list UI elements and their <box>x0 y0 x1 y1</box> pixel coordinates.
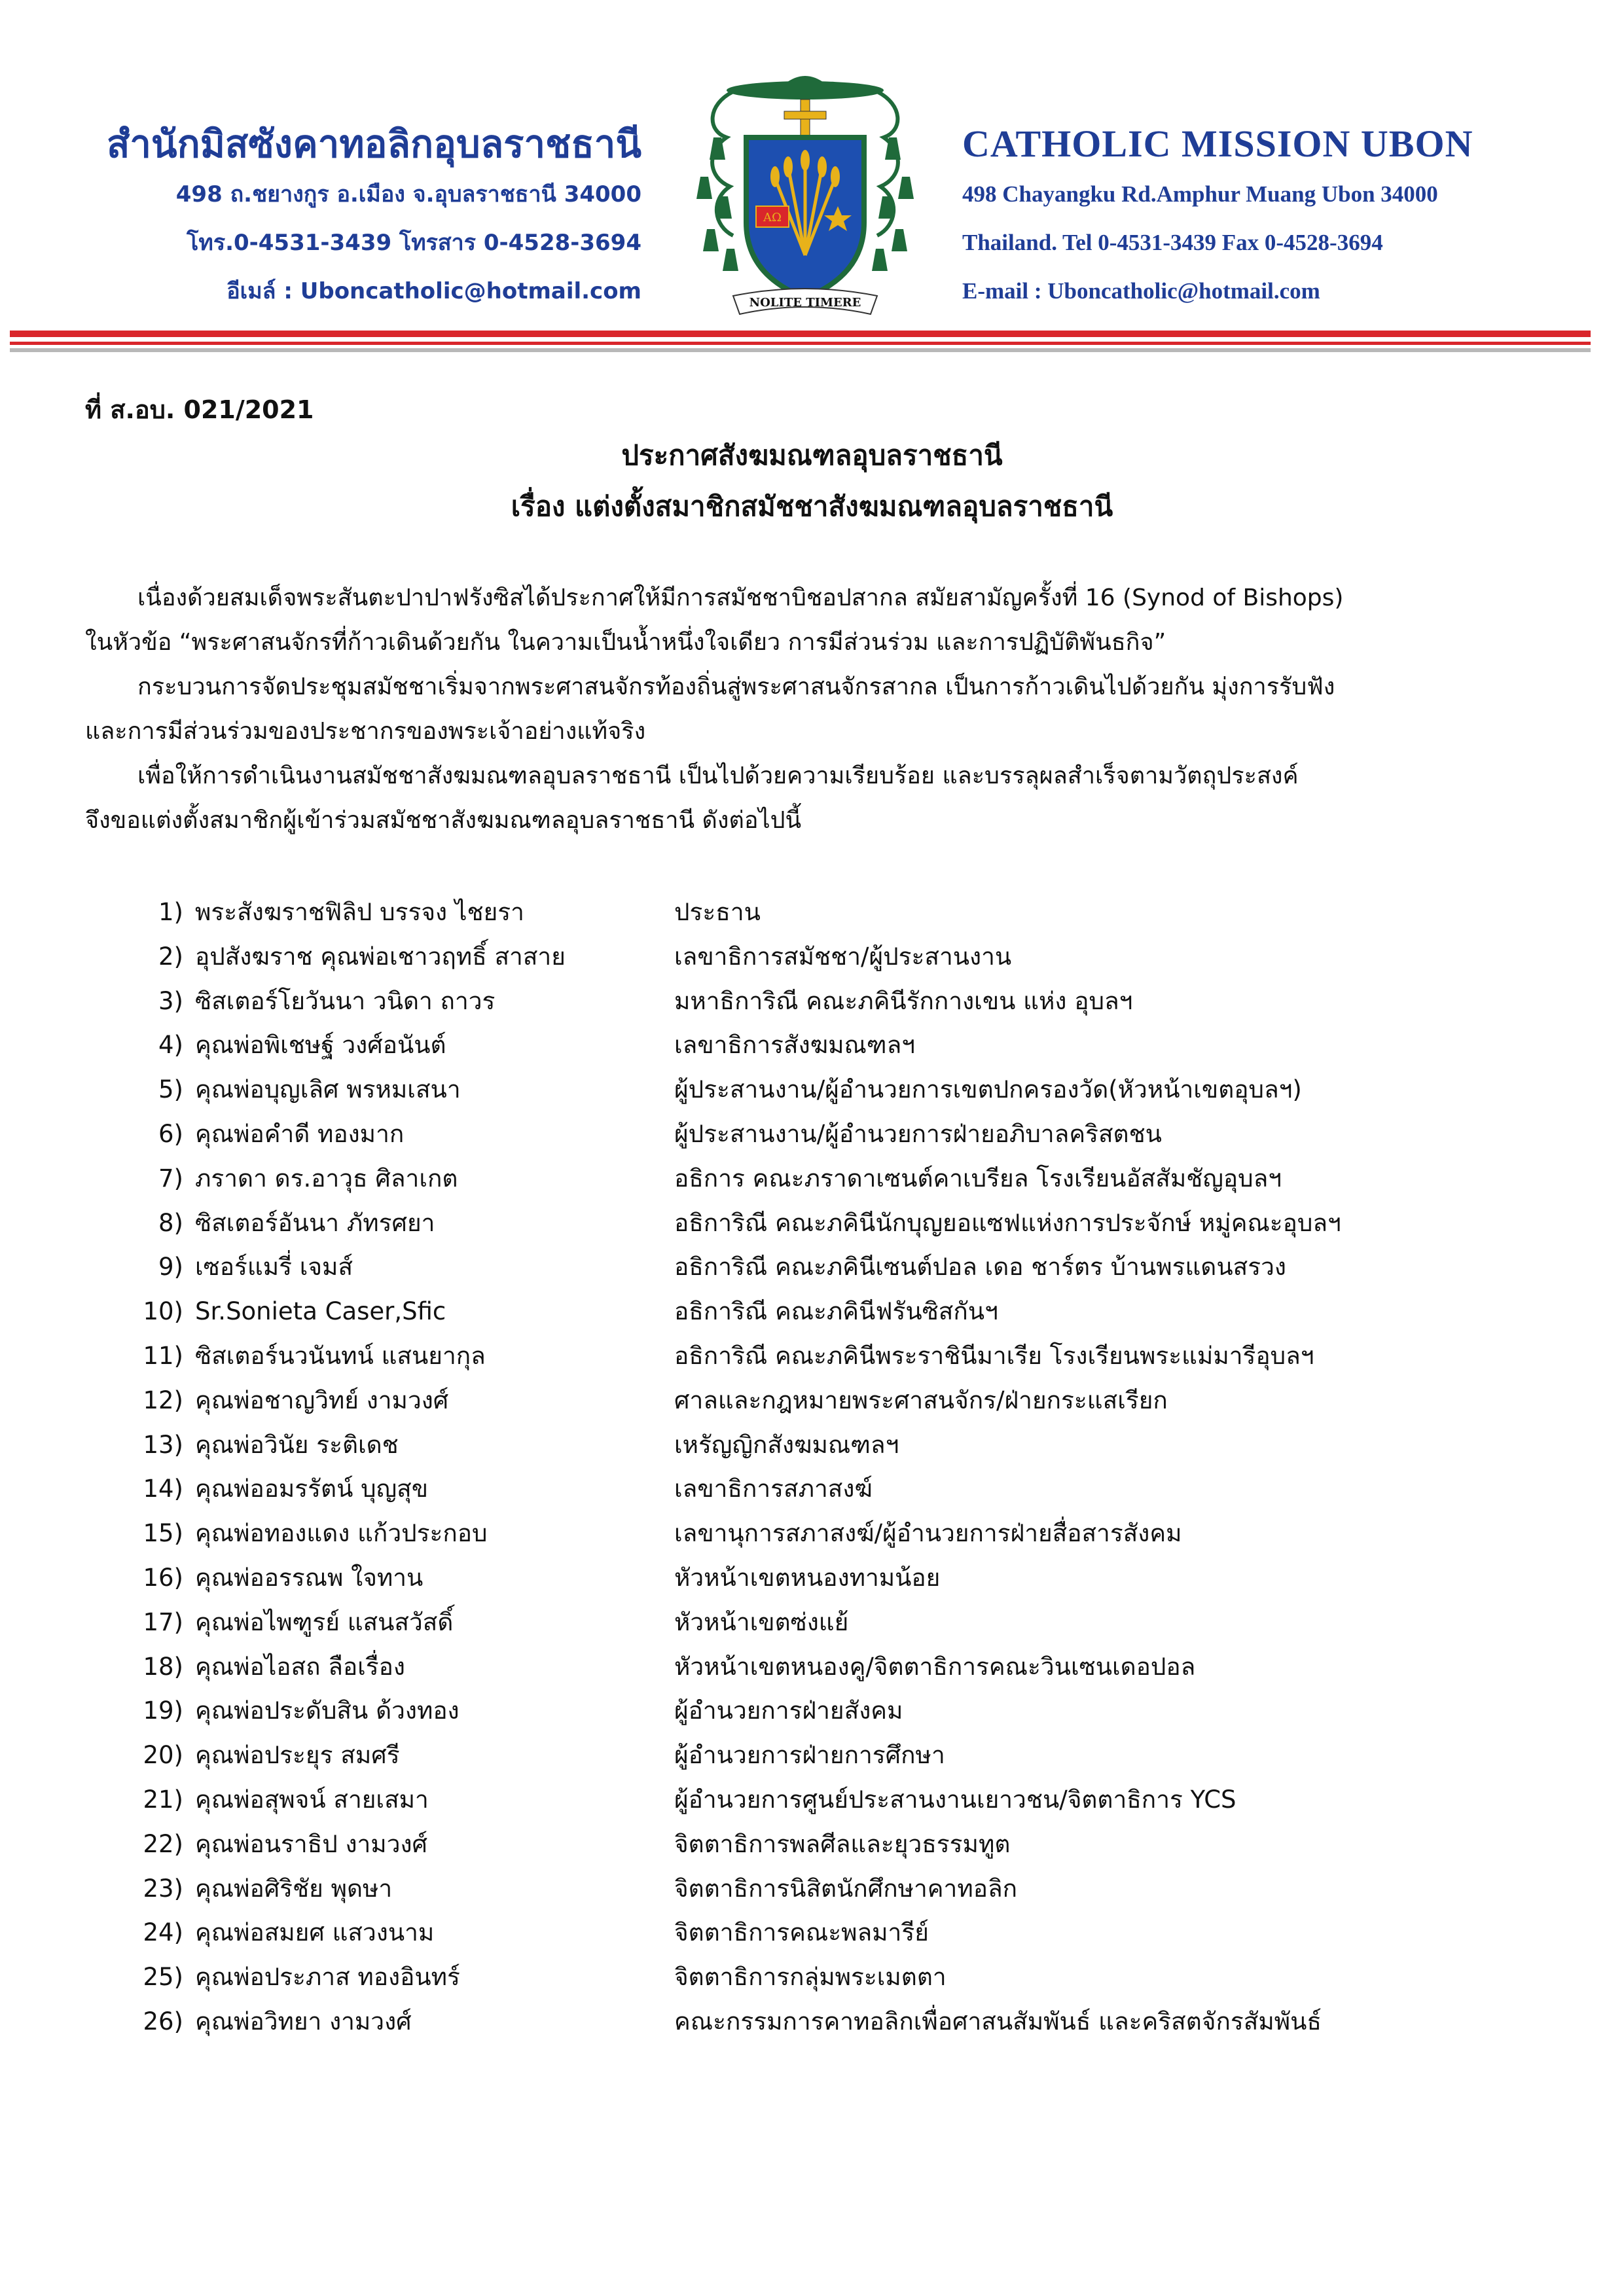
coat-of-arms-crest <box>681 65 929 327</box>
member-number: 12) <box>143 1386 183 1414</box>
list-item <box>131 1822 1558 1867</box>
paragraph-3-line-1: เพื่อให้การดำเนินงานสมัชชาสังฆมณฑลอุบลราชธานี เป็นไปด้วยความเรียบร้อย และบรรลุผลสำเร็จตามวัตถุประสงค์ <box>137 762 1299 789</box>
member-number: 14) <box>143 1475 183 1503</box>
list-item <box>131 1511 1558 1556</box>
paragraph-2-line-2: และการมีส่วนร่วมของประชากรของพระเจ้าอย่างแท้จริง <box>85 718 646 745</box>
list-item <box>131 1733 1558 1778</box>
header-rule-red-thick <box>10 331 1591 337</box>
member-position: ผู้ประสานงาน/ผู้อำนวยการฝ่ายอภิบาลคริสตชน <box>674 1119 1162 1148</box>
list-item <box>131 1600 1558 1645</box>
paragraph-2-line-1: กระบวนการจัดประชุมสมัชชาเริ่มจากพระศาสนจักรท้องถิ่นสู่พระศาสนจักรสากล เป็นการก้าวเดินไปด้วยกัน มุ่งการรับฟัง <box>137 673 1335 700</box>
list-item <box>131 1467 1558 1511</box>
list-item <box>131 1645 1558 1689</box>
member-name: คุณพ่อวินัย ระติเดช <box>195 1430 399 1459</box>
list-item <box>131 1023 1558 1067</box>
member-name: คุณพ่อวิทยา งามวงศ์ <box>195 2007 412 2036</box>
member-name: ซิสเตอร์โยวันนา วนิดา ถาวร <box>195 986 496 1015</box>
list-item <box>131 1423 1558 1467</box>
member-number: 22) <box>143 1829 183 1858</box>
member-position: เหรัญญิกสังฆมณฑลฯ <box>674 1430 899 1459</box>
list-item <box>131 1334 1558 1378</box>
list-item <box>131 1778 1558 1822</box>
member-position: อธิการิณี คณะภคินีพระราชินีมาเรีย โรงเรียนพระแม่มารีอุบลฯ <box>674 1341 1314 1370</box>
member-name: ภราดา ดร.อาวุธ ศิลาเกต <box>195 1164 458 1193</box>
list-item <box>131 1067 1558 1112</box>
header-rule-grey <box>10 348 1591 352</box>
member-position: หัวหน้าเขตหนองทามน้อย <box>674 1563 941 1592</box>
member-position: ผู้อำนวยการฝ่ายสังคม <box>674 1696 903 1725</box>
member-name: คุณพ่อประภาส ทองอินทร์ <box>195 1963 460 1992</box>
member-number: 21) <box>143 1785 183 1814</box>
phone-thai: โทร.0-4531-3439 โทรสาร 0-4528-3694 <box>187 230 641 256</box>
member-name: คุณพ่อสมยศ แสวงนาม <box>195 1918 435 1947</box>
member-number: 16) <box>143 1563 183 1592</box>
list-item <box>131 1689 1558 1733</box>
member-name: อุปสังฆราช คุณพ่อเชาวฤทธิ์ สาสาย <box>195 942 566 971</box>
member-number: 6) <box>158 1119 183 1148</box>
org-name-english: CATHOLIC MISSION UBON <box>962 122 1473 165</box>
member-position: ประธาน <box>674 898 761 926</box>
member-name: เซอร์แมรี่ เจมส์ <box>195 1253 353 1282</box>
member-position: อธิการ คณะภราดาเซนต์คาเบรียล โรงเรียนอัสสัมชัญอุบลฯ <box>674 1164 1282 1193</box>
list-item <box>131 1112 1558 1157</box>
member-number: 5) <box>158 1075 183 1104</box>
list-item <box>131 890 1558 935</box>
list-item <box>131 1955 1558 2000</box>
list-item <box>131 1378 1558 1423</box>
member-position: จิตตาธิการนิสิตนักศึกษาคาทอลิก <box>674 1874 1018 1903</box>
member-position: มหาธิการิณี คณะภคินีรักกางเขน แห่ง อุบลฯ <box>674 986 1133 1015</box>
member-name: ซิสเตอร์อันนา ภัทรศยา <box>195 1208 435 1237</box>
member-number: 9) <box>158 1253 183 1282</box>
member-name: คุณพ่อไพฑูรย์ แสนสวัสดิ์ <box>195 1607 454 1636</box>
list-item <box>131 1245 1558 1289</box>
member-position: จิตตาธิการพลศีลและยุวธรรมทูต <box>674 1829 1011 1858</box>
member-position: หัวหน้าเขตซ่งแย้ <box>674 1607 849 1636</box>
member-number: 2) <box>158 942 183 971</box>
list-item <box>131 2000 1558 2044</box>
letterhead-english <box>962 118 1551 315</box>
list-item <box>131 1289 1558 1334</box>
paragraph-3-line-2: จึงขอแต่งตั้งสมาชิกผู้เข้าร่วมสมัชชาสังฆมณฑลอุบลราชธานี ดังต่อไปนี้ <box>85 807 802 834</box>
member-name: คุณพ่อประดับสิน ด้วงทอง <box>195 1696 460 1725</box>
member-number: 15) <box>143 1519 183 1548</box>
list-item <box>131 1867 1558 1911</box>
member-position: เลขาธิการสภาสงฆ์ <box>674 1475 873 1503</box>
member-list <box>131 890 1558 2044</box>
member-name: คุณพ่ออมรรัตน์ บุญสุข <box>195 1475 429 1503</box>
member-position: อธิการิณี คณะภคินีนักบุญยอแซฟแห่งการประจักษ์ หมู่คณะอุบลฯ <box>674 1208 1341 1237</box>
member-number: 25) <box>143 1963 183 1992</box>
list-item <box>131 935 1558 979</box>
member-number: 11) <box>143 1341 183 1370</box>
list-item <box>131 1910 1558 1955</box>
member-number: 13) <box>143 1430 183 1459</box>
galero-hat-crown <box>779 76 831 89</box>
phone-english: Thailand. Tel 0-4531-3439 Fax 0-4528-3694 <box>962 230 1383 255</box>
member-position: ผู้อำนวยการฝ่ายการศึกษา <box>674 1741 945 1770</box>
email-english: E-mail : Uboncatholic@hotmail.com <box>962 278 1320 304</box>
member-number: 3) <box>158 986 183 1015</box>
member-number: 1) <box>158 898 183 926</box>
member-position: จิตตาธิการกลุ่มพระเมตตา <box>674 1963 947 1992</box>
member-number: 20) <box>143 1741 183 1770</box>
member-name: คุณพ่อประยุร สมศรี <box>195 1741 400 1770</box>
member-position: อธิการิณี คณะภคินีเซนต์ปอล เดอ ชาร์ตร บ้านพรแดนสรวง <box>674 1253 1286 1282</box>
list-item <box>131 1201 1558 1246</box>
motto-text: NOLITE TIMERE <box>749 296 861 310</box>
paragraph-1-line-1: เนื่องด้วยสมเด็จพระสันตะปาปาฟรังซิสได้ประกาศให้มีการสมัชชาบิชอปสากล สมัยสามัญครั้งที่ 16 (Synod of Bishops) <box>137 584 1344 611</box>
member-name: คุณพ่อคำดี ทองมาก <box>195 1119 405 1148</box>
member-position: เลขาธิการสังฆมณฑลฯ <box>674 1031 916 1060</box>
member-name: คุณพ่อศิริชัย พุดษา <box>195 1874 393 1903</box>
member-position: จิตตาธิการคณะพลมารีย์ <box>674 1918 929 1947</box>
list-item <box>131 1157 1558 1201</box>
member-name: คุณพ่อนราธิป งามวงศ์ <box>195 1829 428 1858</box>
member-name: คุณพ่อพิเชษฐ์ วงศ์อนันต์ <box>195 1031 446 1060</box>
address-english: 498 Chayangku Rd.Amphur Muang Ubon 34000 <box>962 181 1438 207</box>
member-position: หัวหน้าเขตหนองคู/จิตตาธิการคณะวินเซนเดอปอล <box>674 1652 1196 1681</box>
document-reference: ที่ ส.อบ. 021/2021 <box>85 395 314 424</box>
member-position: เลขานุการสภาสงฆ์/ผู้อำนวยการฝ่ายสื่อสารสังคม <box>674 1519 1182 1548</box>
document-subject: เรื่อง แต่งตั้งสมาชิกสมัชชาสังฆมณฑลอุบลราชธานี <box>511 490 1113 522</box>
member-name: คุณพ่อสุพจน์ สายเสมา <box>195 1785 429 1814</box>
member-number: 7) <box>158 1164 183 1193</box>
member-position: ผู้อำนวยการศูนย์ประสานงานเยาวชน/จิตตาธิการ YCS <box>674 1785 1236 1814</box>
member-position: ศาลและกฎหมายพระศาสนจักร/ฝ่ายกระแสเรียก <box>674 1386 1168 1414</box>
member-position: ผู้ประสานงาน/ผู้อำนวยการเขตปกครองวัด(หัวหน้าเขตอุบลฯ) <box>674 1075 1302 1104</box>
member-name: Sr.Sonieta Caser,Sfic <box>195 1297 446 1326</box>
member-name: คุณพ่อทองแดง แก้วประกอบ <box>195 1519 488 1548</box>
member-number: 26) <box>143 2007 183 2036</box>
member-position: อธิการิณี คณะภคินีฟรันซิสกันฯ <box>674 1297 998 1326</box>
document-body <box>85 576 1558 843</box>
shield-letters: AΩ <box>763 211 782 224</box>
header-rule-red-thin <box>10 342 1591 345</box>
member-number: 24) <box>143 1918 183 1947</box>
member-number: 4) <box>158 1031 183 1060</box>
member-number: 19) <box>143 1696 183 1725</box>
member-name: คุณพ่อชาญวิทย์ งามวงศ์ <box>195 1386 449 1414</box>
member-name: พระสังฆราชฟิลิป บรรจง ไชยรา <box>195 898 524 926</box>
member-number: 23) <box>143 1874 183 1903</box>
member-number: 17) <box>143 1607 183 1636</box>
member-number: 10) <box>143 1297 183 1326</box>
member-name: ซิสเตอร์นวนันทน์ แสนยากุล <box>195 1341 486 1370</box>
member-position: เลขาธิการสมัชชา/ผู้ประสานงาน <box>674 942 1012 971</box>
member-name: คุณพ่อบุญเลิศ พรหมเสนา <box>195 1075 461 1104</box>
member-number: 18) <box>143 1652 183 1681</box>
member-position: คณะกรรมการคาทอลิกเพื่อศาสนสัมพันธ์ และคริสตจักรสัมพันธ์ <box>674 2007 1322 2036</box>
member-number: 8) <box>158 1208 183 1237</box>
list-item <box>131 1556 1558 1600</box>
address-thai: 498 ถ.ชยางกูร อ.เมือง จ.อุบลราชธานี 34000 <box>175 181 641 207</box>
cross-horizontal <box>784 111 826 119</box>
letterhead-thai <box>65 118 641 315</box>
member-name: คุณพ่อไอสถ ลือเรื่อง <box>195 1652 405 1681</box>
org-name-thai: สำนักมิสซังคาทอลิกอุบลราชธานี <box>106 122 641 166</box>
member-name: คุณพ่ออรรณพ ใจทาน <box>195 1563 424 1592</box>
paragraph-1-line-2: ในหัวข้อ “พระศาสนจักรที่ก้าวเดินด้วยกัน ในความเป็นน้ำหนึ่งใจเดียว การมีส่วนร่วม และการปฏิบัติพันธกิจ” <box>85 629 1166 656</box>
email-thai: อีเมล์ : Uboncatholic@hotmail.com <box>226 278 641 304</box>
document-title: ประกาศสังฆมณฑลอุบลราชธานี <box>621 439 1003 471</box>
list-item <box>131 979 1558 1024</box>
